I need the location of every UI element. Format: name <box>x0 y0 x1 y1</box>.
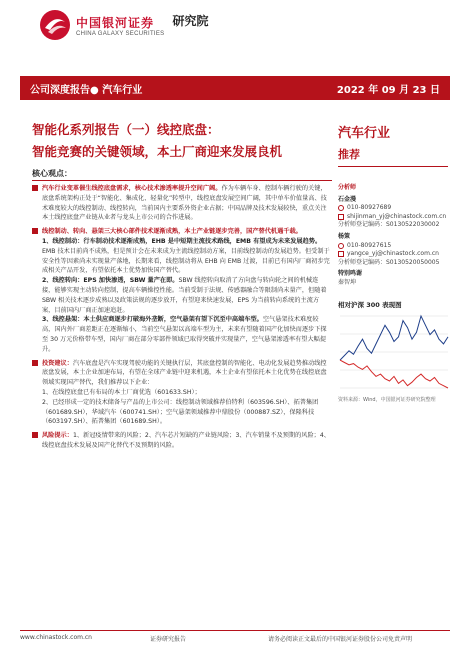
sub-point-1 <box>42 237 330 276</box>
paragraph-lead: 风险提示： <box>42 432 73 440</box>
analyst-cert: 分析师登记编码：S0130520050005 <box>338 258 440 266</box>
report-body <box>32 184 330 455</box>
email-icon <box>338 251 344 257</box>
footer-divider <box>20 630 450 631</box>
sub-point-text: SBW 线控转向取消了方向盘与转向轮之间的机械连接，能够实现主动转向控制，提高车辆操控性能。当前受制于法规、传感器融合等限制尚未量产，但随着 SBW 相关技术逐步成熟以及政策法规的逐步放开，有望迎来快速发展，EPS 为当前转向系统的主流方案，目前国内厂商正加速追赶。 <box>42 277 327 314</box>
bullet-square-icon <box>32 228 38 234</box>
phone-icon <box>338 243 344 249</box>
chart-series-line-1 <box>340 316 448 360</box>
paragraph-4 <box>32 431 330 451</box>
paragraph-text: 作为车辆车身、控制车辆行驶的关键，底盘系统架构正处于“智能化、集成化、轻量化”转型中，线控底盘发展空间广阔，其中单车价值量高、技术难度较大的线控制动、线控转向，当前国内主要系外资企业占据；中国品牌及技术发展较快，重点关注本土线控底盘产业链从业者与龙头上市公司的合作进展。 <box>42 185 327 222</box>
logo-cn: 中国银河证券 <box>76 15 155 30</box>
sub-point-text: EMB 技术目前尚不成熟，但是预计会在未来成为主流线控制动方案，目前线控制动的发展趋势。但受制于安全性等因素尚未实现量产落地，长期来看，线控制动将从 EHB 向 EMB 过渡，目前已有国内厂商初步完成相关产品开发，有望依托本土优势加快国产替代。 <box>42 247 330 275</box>
paragraph-3 <box>32 359 330 428</box>
sub-point-lead: 2、线控转向：EPS 加快渗透，SBW 量产在即。 <box>42 277 179 285</box>
analyst-2 <box>338 233 448 267</box>
report-title-line2: 智能竞赛的关键领域，本土厂商迎来发展良机 <box>32 144 283 159</box>
chart-series-line-2 <box>340 360 448 388</box>
email-icon <box>338 214 344 220</box>
analyst-name: 杨策 <box>338 232 351 240</box>
analysts-title: 分析师 <box>338 184 357 191</box>
sidebar-divider <box>338 166 448 167</box>
analyst-panel <box>338 184 448 288</box>
title-divider <box>32 180 332 181</box>
relative-performance-chart <box>338 312 450 392</box>
bullet-square-icon <box>32 185 38 191</box>
paragraph-lead: 汽车行业变革催生线控底盘需求，核心技术渗透率提升空间广阔。 <box>42 185 222 192</box>
research-label: 研究院 <box>172 13 209 28</box>
sub-point-lead: 3、线控悬架：本土供应商逐步打破海外垄断，空气悬架有望下沉至中高端车型。 <box>42 316 263 324</box>
paragraph-text: 汽车底盘是汽车实现驾驶功能的关键执行层，其底盘控制的智能化、电动化发展趋势推动线控底盘发展，本土企业加速布局，有望在全球产业链中迎来机遇，本土企业有望依托本土化优势在线控底盘领域实现国产替代，我们推荐以下企业： <box>42 359 327 387</box>
paragraph-2 <box>32 227 330 354</box>
paragraph-text: 1、新冠疫情带来的风险；2、汽车芯片短缺的产业链风险；3、汽车销量不及预期的风险；4、线控底盘技术发展及国产化替代不及预期的风险。 <box>42 432 330 449</box>
report-banner <box>20 76 450 100</box>
recommendation-2: 2、已经形成一定的技术储备与产品的上市公司：线控制动领域推荐伯特利（603596.SH）、拓普集团（601689.SH），华域汽车（600741.SH）；空气悬架领域推荐中鼎股份（000887.SZ），保隆科技（603197.SH）、拓普集团（601689.SH）。 <box>42 398 319 426</box>
analyst-1 <box>338 196 448 230</box>
report-date: 2022 年 09 月 23 日 <box>336 84 440 96</box>
footer-url[interactable]: www.chinastock.com.cn <box>20 634 92 641</box>
analyst-name: 石金漫 <box>338 195 357 203</box>
chart-title: 相对沪深 300 表现图 <box>338 301 402 309</box>
sub-point-text: 空气悬架技术难度较高，国内外厂商差距正在逐渐缩小，当前空气悬架以高端车型为主，未来有望随着国产化加快而逐步下探至 30 万元价格带车型，国内厂商在部分零部件领域已取得突破并实现量产，空气悬架渗透率有望大幅提升。 <box>42 316 327 353</box>
sub-point-2 <box>42 276 330 315</box>
report-title-line1: 智能化系列报告（一）线控底盘： <box>32 122 220 137</box>
analyst-phone: 010-80927689 <box>347 204 392 212</box>
analyst-cert: 分析师登记编码：S0130522030002 <box>338 221 440 229</box>
sub-point-3 <box>42 315 330 354</box>
report-type: 公司深度报告● 汽车行业 <box>30 84 143 96</box>
analyst-email[interactable]: yangce_yj@chinastock.com.cn <box>347 250 439 258</box>
bullet-square-icon <box>32 432 38 438</box>
sub-point-lead: 1、线控制动：行车制动技术逐渐成熟，EHB 是中短期主流技术路线，EMB 有望成为未来发展趋势。 <box>42 237 322 245</box>
galaxy-logo-icon <box>38 8 72 42</box>
contact-name: 秦智坤 <box>338 278 357 286</box>
chart-source: 资料来源：Wind，中国银河证券研究院整理 <box>338 397 436 403</box>
analyst-phone: 010-80927615 <box>347 241 392 249</box>
paragraph-1 <box>32 184 330 223</box>
recommendation-1: 1、在线控底盘已有布局的本土厂商优选（601633.SH）； <box>42 388 201 396</box>
bullet-square-icon <box>32 360 38 366</box>
phone-icon <box>338 205 344 211</box>
analyst-email[interactable]: shijinman_yj@chinastock.com.cn <box>347 212 447 220</box>
sidebar-industry: 汽车行业 <box>338 126 391 141</box>
core-view-label: 核心观点： <box>32 169 72 178</box>
company-logo <box>38 8 209 42</box>
sidebar-rating: 推荐 <box>338 148 360 161</box>
footer-disclaimer: 请务必阅读正文最后的中国银河证券股份公司免责声明 <box>268 636 413 643</box>
contacts-title: 特别鸣谢 <box>338 270 363 278</box>
footer-label: 证券研究报告 <box>150 636 187 643</box>
paragraph-lead: 投资建议： <box>42 359 73 367</box>
logo-en: CHINA GALAXY SECURITIES <box>76 30 165 37</box>
paragraph-lead: 线控制动、转向、悬架三大核心部件技术逐渐成熟，本土产业链逐步完善，国产替代机遇千载。 <box>42 228 302 236</box>
